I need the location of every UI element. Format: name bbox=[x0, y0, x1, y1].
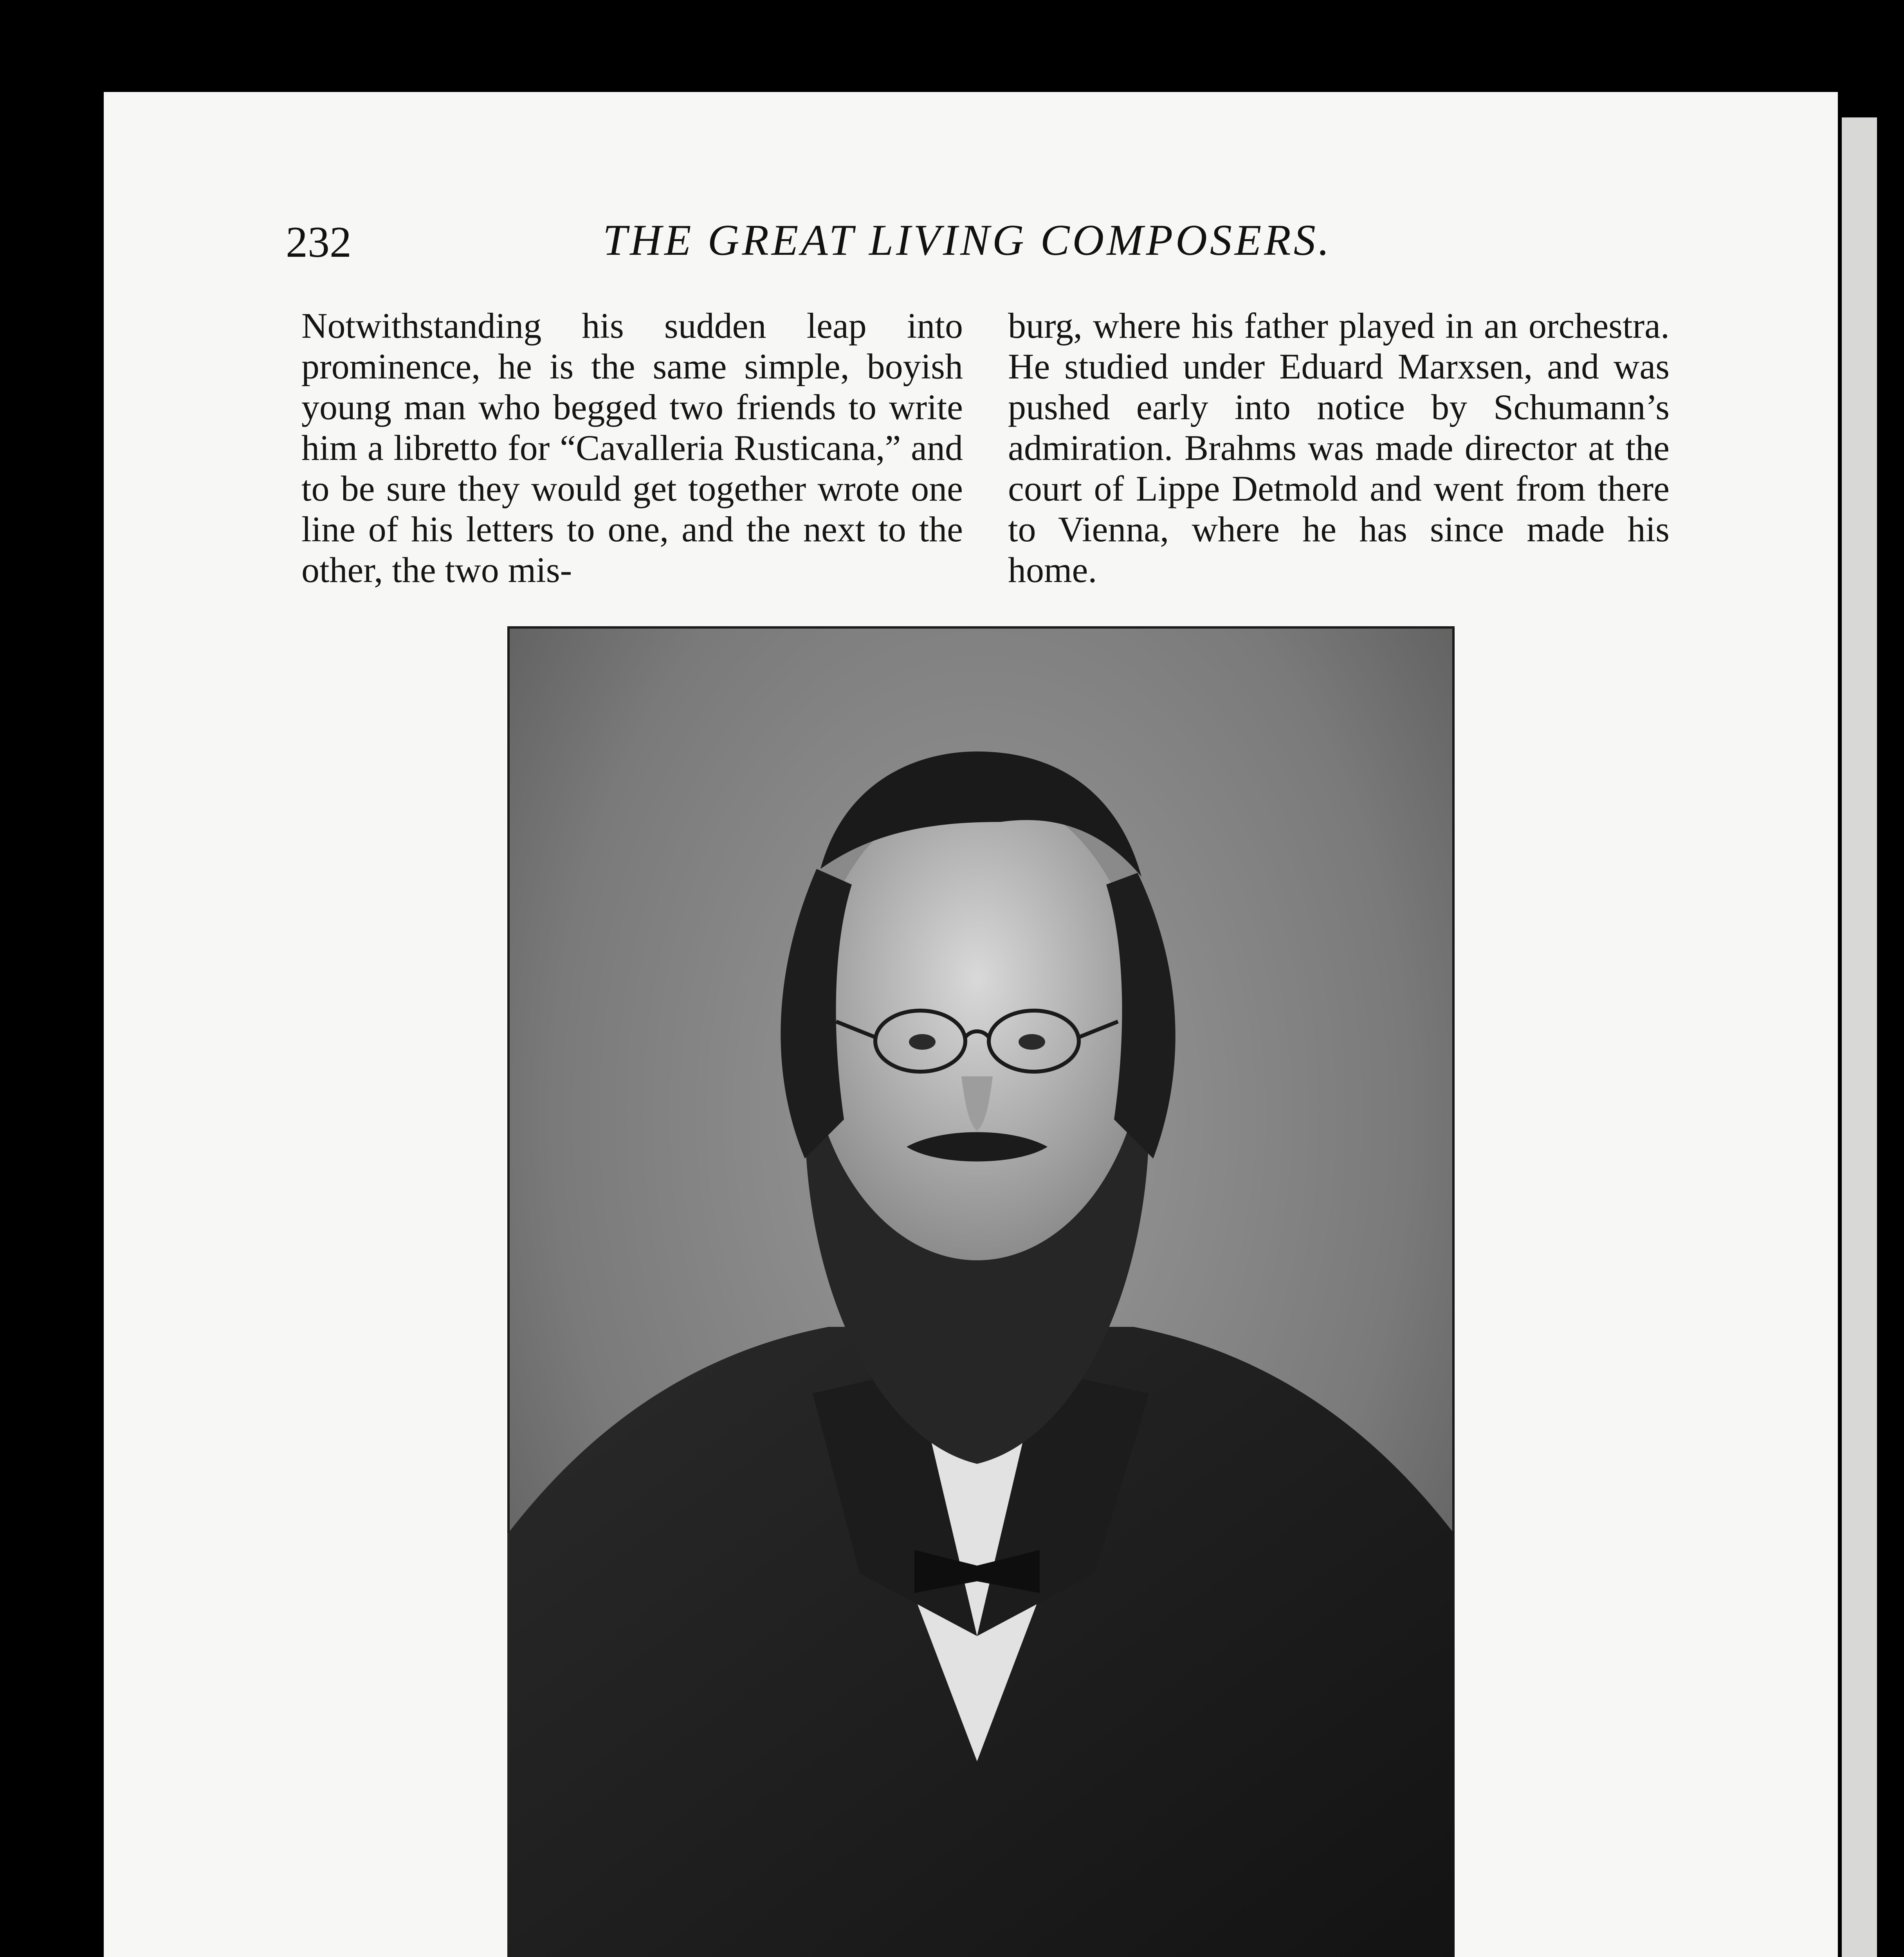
portrait-photo bbox=[507, 626, 1455, 1957]
column-top-left bbox=[301, 305, 963, 590]
paragraph: burg, where his father played in an orchestra. He studied under Eduard Marxsen, and was pushed early into notice by Schumann’s admiration. Brahms was made director at the court of Lippe Detmold and went from there to Vienna, where he has since made his home. bbox=[1008, 306, 1670, 590]
paragraph: Notwithstanding his sudden leap into prominence, he is the same simple, boyish young man who begged two friends to write him a libretto for “Cavalleria Rusticana,” and to be sure they would get together wrote one line of his letters to one, and the next to the other, the two mis- bbox=[301, 306, 963, 590]
face bbox=[809, 791, 1145, 1260]
page-number: 232 bbox=[286, 218, 352, 267]
column-top-right bbox=[1008, 305, 1670, 590]
facing-page-edge bbox=[1842, 117, 1877, 1957]
running-head: THE GREAT LIVING COMPOSERS. bbox=[603, 216, 1332, 265]
